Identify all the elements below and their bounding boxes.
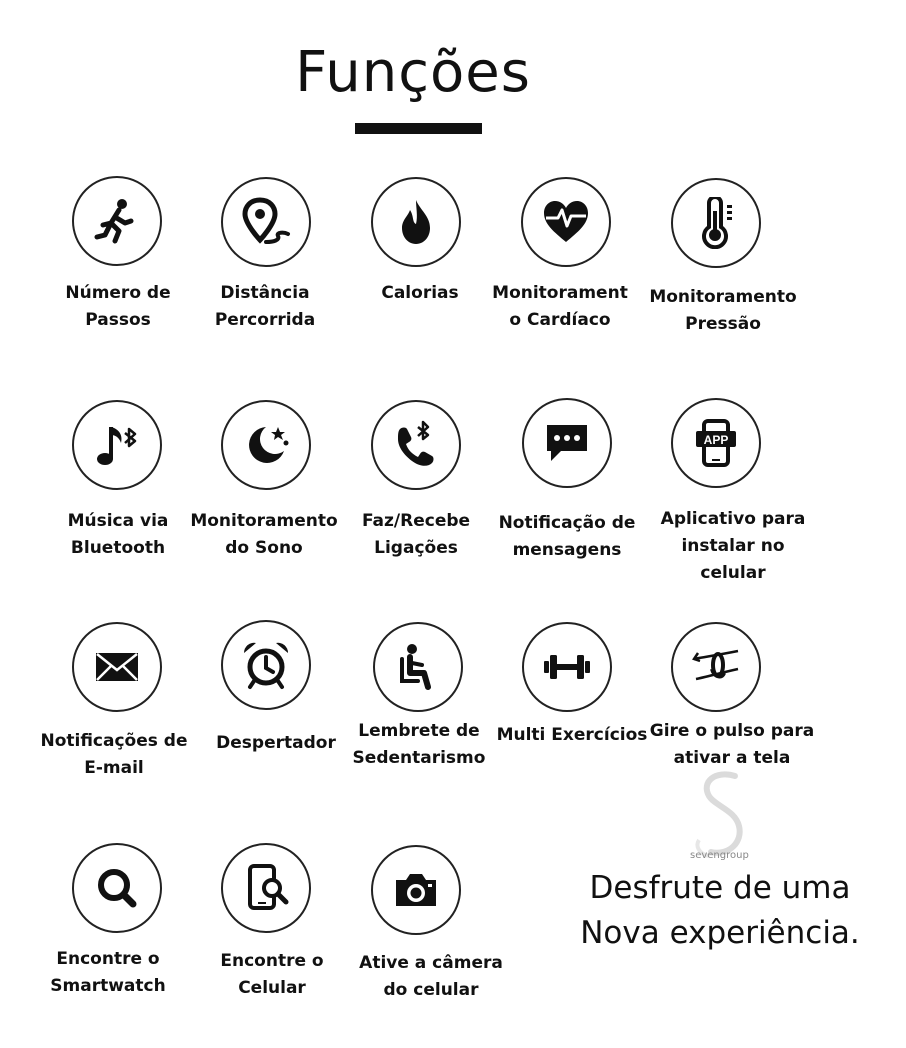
camera-icon: [371, 845, 461, 935]
feature-label: Encontre o Celular: [220, 951, 324, 998]
feature-label: Encontre o Smartwatch: [50, 949, 166, 996]
seated-person-icon: [373, 622, 463, 712]
dumbbell-icon: [522, 622, 612, 712]
feature-label: Despertador: [216, 733, 336, 753]
alarm-clock-icon: [221, 620, 311, 710]
feature-label: Lembrete de Sedentarismo: [352, 721, 486, 768]
search-circle-icon: [72, 843, 162, 933]
envelope-icon: [72, 622, 162, 712]
feature-label: Faz/Recebe Ligações: [361, 511, 471, 558]
phone-bluetooth-icon: [371, 400, 461, 490]
running-person-icon: [72, 176, 162, 266]
feature-label: Número de Passos: [65, 283, 171, 330]
feature-label: Distância Percorrida: [214, 283, 316, 330]
flame-icon: [371, 177, 461, 267]
watermark-text: sevengroup: [690, 850, 749, 861]
feature-label: Gire o pulso para ativar a tela: [649, 721, 815, 768]
moon-stars-icon: [221, 400, 311, 490]
brand-watermark-logo: [685, 770, 765, 860]
phone-search-icon: [221, 843, 311, 933]
feature-label: Monitoramento Pressão: [649, 287, 797, 334]
feature-label: Ative a câmera do celular: [359, 953, 503, 1000]
feature-label: Notificação de mensagens: [498, 513, 636, 560]
heart-pulse-icon: [521, 177, 611, 267]
page-title: Funções: [295, 40, 531, 105]
location-route-icon: [221, 177, 311, 267]
feature-label: Música via Bluetooth: [67, 511, 169, 558]
feature-label: Multi Exercícios: [496, 725, 648, 745]
music-bluetooth-icon: [72, 400, 162, 490]
chat-bubble-icon: [522, 398, 612, 488]
svg-text:APP: APP: [703, 433, 729, 447]
wrist-rotate-icon: [671, 622, 761, 712]
feature-label: Notificações de E-mail: [40, 731, 188, 778]
feature-label: Monitorament o Cardíaco: [492, 283, 628, 330]
feature-label: Aplicativo para instalar no celular: [660, 509, 806, 583]
feature-label: Monitoramento do Sono: [190, 511, 338, 558]
title-underline: [355, 123, 482, 134]
tagline: Desfrute de uma Nova experiência.: [580, 870, 860, 951]
app-phone-icon: [671, 398, 761, 488]
feature-label: Calorias: [381, 283, 459, 303]
thermometer-icon: [671, 178, 761, 268]
